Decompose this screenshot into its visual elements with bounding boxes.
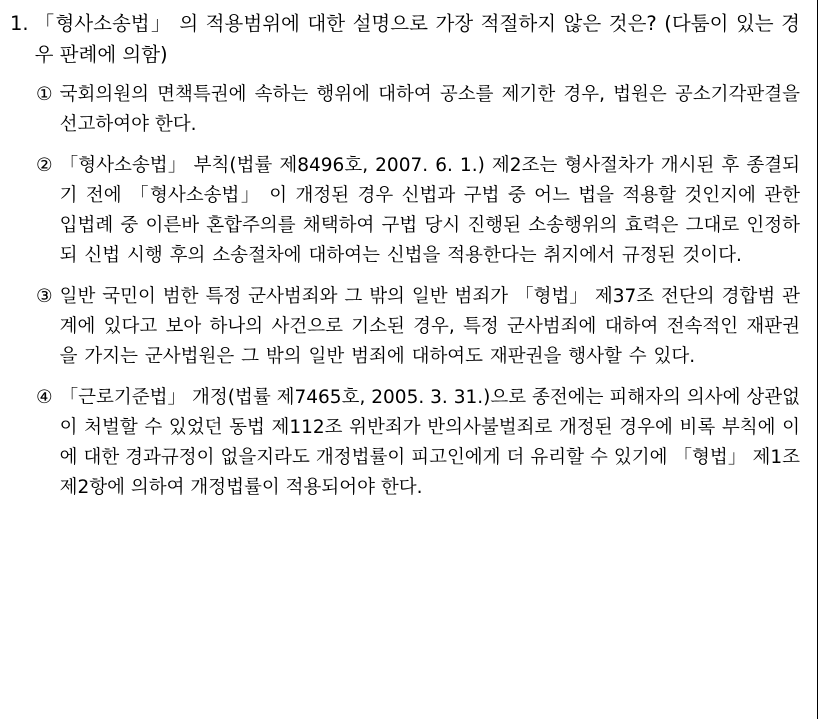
question-block bbox=[10, 8, 800, 503]
question-text: 「형사소송법」 의 적용범위에 대한 설명으로 가장 적절하지 않은 것은? (다툼이 있는 경우 판례에 의함) bbox=[34, 12, 800, 66]
choice-marker-2: ② bbox=[36, 155, 53, 176]
page-border-rule bbox=[817, 0, 818, 719]
choice-text-4: 「근로기준법」 개정(법률 제7465호, 2005. 3. 31.)으로 종전에는 피해자의 의사에 상관없이 처벌할 수 있었던 동법 제112조 위반죄가 반의사불벌죄로 개정된 경우에 비록 부칙에 이에 대한 경과규정이 없을지라도 개정법률이 피고인에게 더 유리할 수 있기에 「형법」 제1조 제2항에 의하여 개정법률이 적용되어야 한다. bbox=[59, 387, 800, 498]
choice-option-2[interactable] bbox=[10, 151, 800, 271]
choice-text-1: 국회의원의 면책특권에 속하는 행위에 대하여 공소를 제기한 경우, 법원은 공소기각판결을 선고하여야 한다. bbox=[59, 84, 800, 135]
choice-option-1[interactable] bbox=[10, 80, 800, 140]
question-stem bbox=[10, 8, 800, 70]
choice-marker-3: ③ bbox=[36, 286, 53, 307]
question-number: 1. bbox=[10, 12, 29, 35]
choice-marker-1: ① bbox=[36, 84, 53, 105]
choice-text-3: 일반 국민이 범한 특정 군사범죄와 그 밖의 일반 범죄가 「형법」 제37조 전단의 경합범 관계에 있다고 보아 하나의 사건으로 기소된 경우, 특정 군사범죄에 대하여 전속적인 재판권을 가지는 군사법원은 그 밖의 일반 범죄에 대하여도 재판권을 행사할 수 있다. bbox=[59, 286, 800, 367]
choice-option-3[interactable] bbox=[10, 282, 800, 372]
choice-marker-4: ④ bbox=[36, 387, 53, 408]
choice-option-4[interactable] bbox=[10, 383, 800, 503]
choice-text-2: 「형사소송법」 부칙(법률 제8496호, 2007. 6. 1.) 제2조는 형사절차가 개시된 후 종결되기 전에 「형사소송법」 이 개정된 경우 신법과 구법 중 어느 법을 적용할 것인지에 관한 입법례 중 이른바 혼합주의를 채택하여 구법 당시 진행된 소송행위의 효력은 그대로 인정하되 신법 시행 후의 소송절차에 대하여는 신법을 적용한다는 취지에서 규정된 것이다. bbox=[59, 155, 800, 266]
choice-list bbox=[10, 80, 800, 503]
